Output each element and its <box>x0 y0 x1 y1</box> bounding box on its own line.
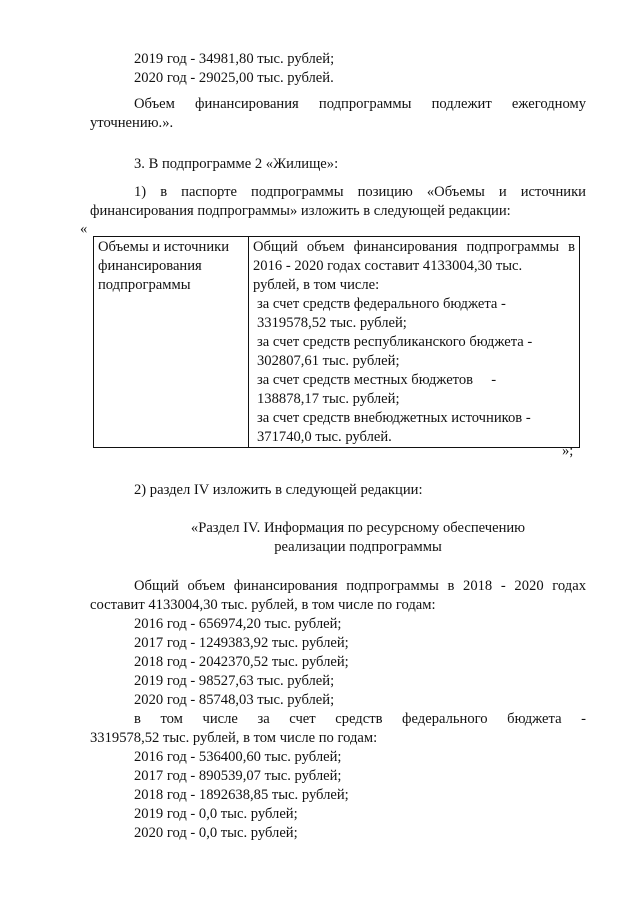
cell-text: за счет средств республиканского бюджета - <box>257 334 533 350</box>
year-line: 2019 год - 98527,63 тыс. рублей; <box>134 673 335 689</box>
year-line: 2018 год - 2042370,52 тыс. рублей; <box>134 654 349 670</box>
year-line: 2016 год - 536400,60 тыс. рублей; <box>134 749 342 765</box>
close-quote: »; <box>562 443 574 459</box>
year-line: 2020 год - 0,0 тыс. рублей; <box>134 825 298 841</box>
year-line: 2018 год - 1892638,85 тыс. рублей; <box>134 787 349 803</box>
table-cell-label <box>94 237 249 448</box>
open-quote: « <box>80 221 88 237</box>
cell-text: за счет средств внебюджетных источников - <box>257 410 531 426</box>
section3-title: 3. В подпрограмме 2 «Жилище»: <box>134 156 339 172</box>
federal-para-line2: 3319578,52 тыс. рублей, в том числе по годам: <box>90 730 378 746</box>
year-line: 2019 год - 34981,80 тыс. рублей; <box>134 51 335 67</box>
year-line: 2016 год - 656974,20 тыс. рублей; <box>134 616 342 632</box>
year-line: 2020 год - 29025,00 тыс. рублей. <box>134 70 334 86</box>
table-row <box>94 237 580 448</box>
section-heading-line1: «Раздел IV. Информация по ресурсному обеспечению <box>190 520 526 536</box>
total-para-line1: Общий объем финансирования подпрограммы в 2018 - 2020 годах <box>134 578 586 594</box>
cell-text: за счет средств местных бюджетов - <box>257 372 497 388</box>
table-cell-value <box>249 237 580 448</box>
total-para-line2: составит 4133004,30 тыс. рублей, в том числе по годам: <box>90 597 436 613</box>
cell-text: за счет средств федерального бюджета - <box>257 296 506 312</box>
funding-note-line1: Объем финансирования подпрограммы подлежит ежегодному <box>134 96 586 112</box>
year-line: 2017 год - 890539,07 тыс. рублей; <box>134 768 342 784</box>
passport-table <box>93 236 580 448</box>
section-heading-line2: реализации подпрограммы <box>274 539 442 555</box>
cell-text: подпрограммы <box>98 277 191 293</box>
cell-text: рублей, в том числе: <box>253 277 380 293</box>
cell-text: финансирования <box>98 258 202 274</box>
year-line: 2020 год - 85748,03 тыс. рублей; <box>134 692 335 708</box>
year-line: 2017 год - 1249383,92 тыс. рублей; <box>134 635 349 651</box>
cell-text: Общий объем финансирования подпрограммы в <box>253 239 575 255</box>
item1-line2: финансирования подпрограммы» изложить в следующей редакции: <box>90 203 511 219</box>
cell-text: 3319578,52 тыс. рублей; <box>257 315 407 331</box>
cell-text: 2016 - 2020 годах составит 4133004,30 тыс. <box>253 258 523 274</box>
cell-text: 302807,61 тыс. рублей; <box>257 353 400 369</box>
cell-text: 371740,0 тыс. рублей. <box>257 429 392 445</box>
item2-line: 2) раздел IV изложить в следующей редакции: <box>134 482 423 498</box>
funding-note-line2: уточнению.». <box>90 115 174 131</box>
item1-line1: 1) в паспорте подпрограммы позицию «Объемы и источники <box>134 184 586 200</box>
federal-para-line1: в том числе за счет средств федерального бюджета - <box>134 711 586 727</box>
cell-text: Объемы и источники <box>98 239 230 255</box>
cell-text: 138878,17 тыс. рублей; <box>257 391 400 407</box>
year-line: 2019 год - 0,0 тыс. рублей; <box>134 806 298 822</box>
